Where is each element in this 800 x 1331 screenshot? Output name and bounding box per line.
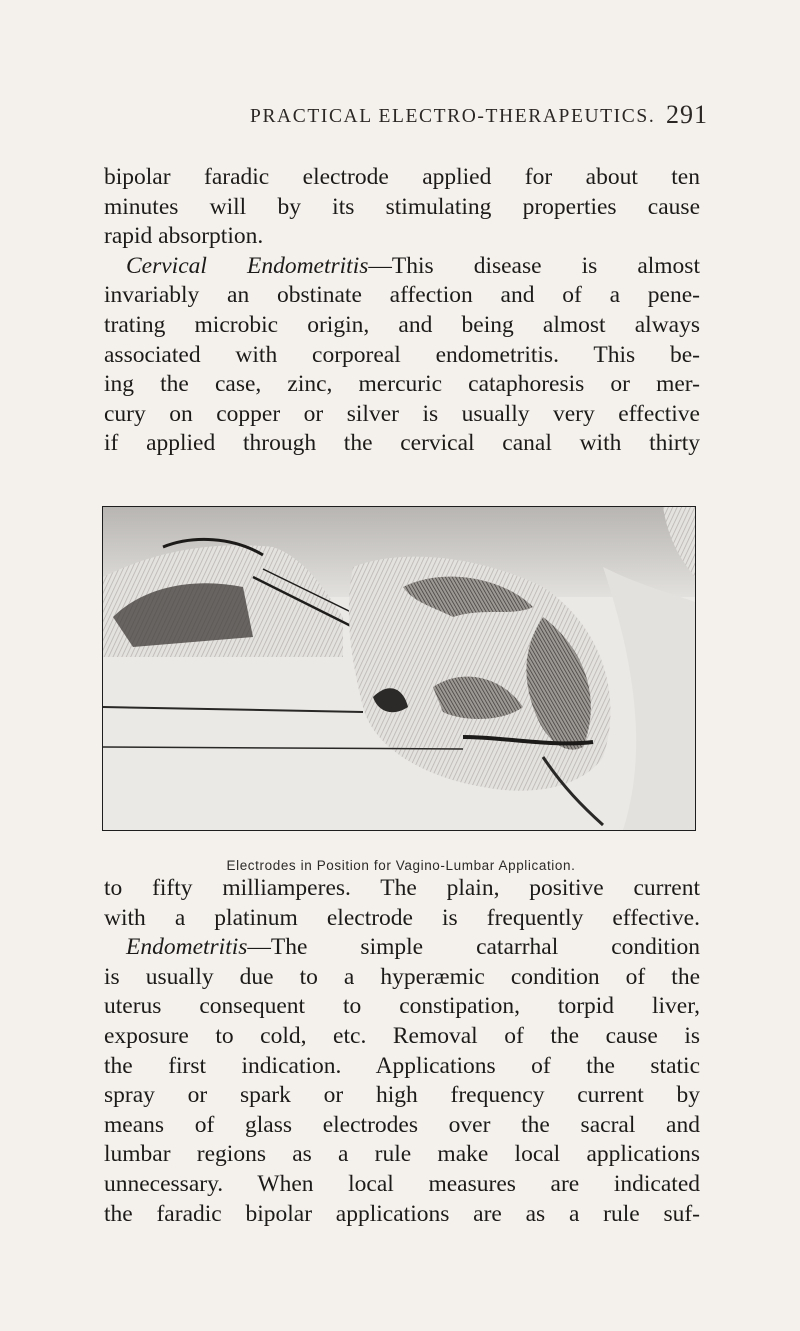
text-line: spray or spark or high frequency current by [104,1082,700,1109]
text-line: with a platinum electrode is frequently effective. [104,904,700,931]
text-line [104,252,700,282]
text-line: unnecessary. When local measures are indicated [104,1170,700,1197]
text-line: is usually due to a hyperæmic condition of the [104,963,700,990]
text-line: bipolar faradic electrode applied for about ten [104,164,700,190]
section-heading-cervical-endometritis: Cervical Endometritis [126,252,369,279]
running-head [250,100,710,134]
figure-illustration [102,506,696,831]
text-line: uterus consequent to constipation, torpid liver, [104,993,700,1020]
text-line: trating microbic origin, and being almost always [104,311,700,338]
text-line: rapid absorption. [104,223,264,250]
illustration-electrodes-in-position [103,507,695,830]
figure-caption: Electrodes in Position for Vagino-Lumbar Application. [226,858,576,873]
text-line: invariably an obstinate affection and of a pene- [104,282,700,309]
top-text-block [104,163,700,459]
text-run: —This disease is almost [368,252,700,279]
text-line: ing the case, zinc, mercuric cataphoresis or mer- [104,371,700,398]
text-run: —The simple catarrhal condition [247,934,700,961]
text-line [104,933,700,963]
bottom-text-block [104,874,700,1229]
running-title: PRACTICAL ELECTRO-THERAPEUTICS. [250,106,656,127]
text-line: lumbar regions as a rule make local applications [104,1141,700,1168]
text-line: minutes will by its stimulating properties cause [104,193,700,220]
section-heading-endometritis: Endometritis [126,934,248,961]
text-line: the faradic bipolar applications are as a rule suf- [104,1200,700,1227]
text-line: associated with corporeal endometritis. This be- [104,341,700,368]
text-line: means of glass electrodes over the sacral and [104,1111,700,1138]
text-line: to fifty milliamperes. The plain, positive current [104,875,700,901]
page-number: 291 [666,100,708,129]
text-line: cury on copper or silver is usually very effective [104,400,700,427]
text-line: the first indication. Applications of the static [104,1052,700,1079]
text-line: if applied through the cervical canal with thirty [104,430,700,457]
text-line: exposure to cold, etc. Removal of the cause is [104,1022,700,1049]
